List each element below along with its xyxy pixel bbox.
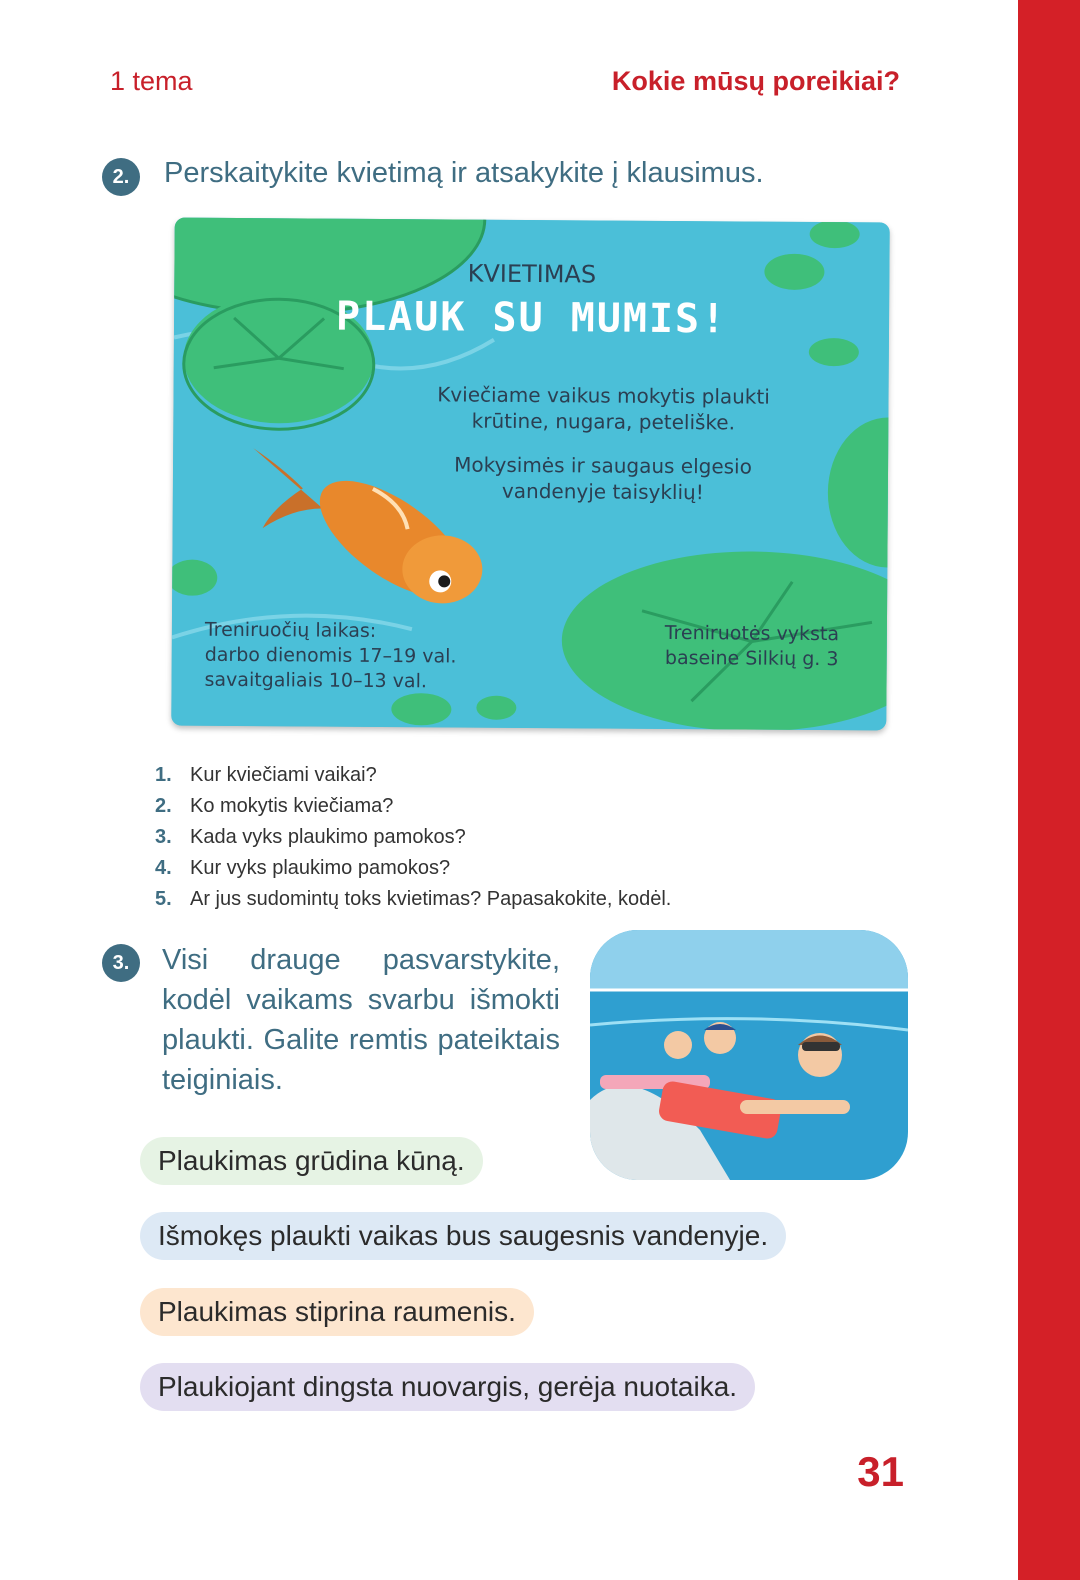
training-location [632,621,872,673]
invitation-text-line: Mokysimės ir saugaus elgesio [454,452,753,479]
question-item [155,760,671,791]
statement-3: Plaukimas stiprina raumenis. [140,1288,534,1336]
question-item [155,822,671,853]
page-number: 31 [857,1448,904,1495]
invitation-text-line: Kviečiame vaikus mokytis plaukti [437,382,770,409]
location-line: Treniruotės vyksta [664,621,840,646]
location-line: baseine Silkių g. 3 [664,646,839,671]
training-schedule [204,618,456,695]
task-2-title: Perskaitykite kvietimą ir atsakykite į klausimus. [164,157,764,189]
question-number: 5. [155,888,172,910]
invitation-label: KVIETIMAS [467,259,597,289]
pool-photo-illustration [590,930,908,1180]
invitation-text-line: vandenyje taisyklių! [501,478,704,505]
invitation-headline: PLAUK SU MUMIS! [335,293,728,343]
task-2-number: 2. [102,158,140,196]
swimming-children-photo [590,930,908,1180]
chapter-title: Kokie mūsų poreikiai? [611,66,900,96]
question-text: Kur vyks plaukimo pamokos? [190,857,451,879]
statement-1: Plaukimas grūdina kūną. [140,1137,483,1185]
schedule-weekdays: darbo dienomis 17–19 val. [204,643,457,668]
statement-2: Išmokęs plaukti vaikas bus saugesnis vandenyje. [140,1212,786,1260]
invitation-card [171,218,890,731]
question-item [155,791,671,822]
question-text: Ko mokytis kviečiama? [190,795,394,817]
question-item [155,853,671,884]
schedule-title: Treniruočių laikas: [204,618,377,642]
question-text: Kada vyks plaukimo pamokos? [190,826,466,848]
question-number: 2. [155,795,172,817]
question-text: Ar jus sudomintų toks kvietimas? Papasakokite, kodėl. [190,888,672,910]
question-text: Kur kviečiami vaikai? [190,764,377,786]
invitation-paragraph-2 [403,451,803,506]
page-edge-bar [1018,0,1080,1580]
statement-4: Plaukiojant dingsta nuovargis, gerėja nuotaika. [140,1363,755,1411]
invitation-paragraph-1 [403,381,803,436]
topic-label: 1 tema [110,66,193,96]
schedule-weekends: savaitgaliais 10–13 val. [204,668,428,693]
question-number: 3. [155,826,172,848]
question-number: 1. [155,764,172,786]
task-3-number: 3. [102,944,140,982]
task-3-text: Visi drauge pasvarstykite, kodėl vaikams svarbu išmokti plaukti. Galite remtis pateiktais teiginiais. [162,944,560,1096]
invitation-text-line: krūtine, nugara, peteliške. [471,408,736,435]
question-list [155,760,671,915]
question-item [155,884,671,915]
question-number: 4. [155,857,172,879]
